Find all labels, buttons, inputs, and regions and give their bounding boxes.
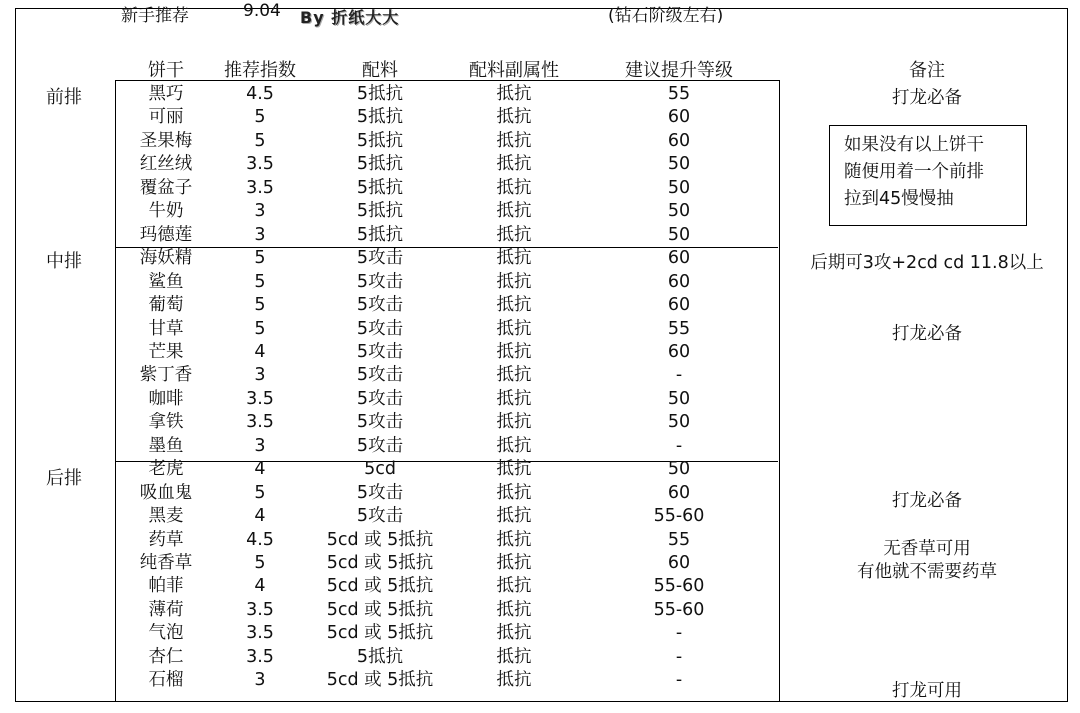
section-label-front: 前排	[46, 87, 82, 108]
cell-cookie: 葡萄	[148, 295, 184, 316]
cell-gear: 5抵抗	[356, 154, 404, 175]
cell-sub-attr: 抵抗	[496, 107, 532, 128]
cell-sub-attr: 抵抗	[496, 130, 532, 151]
author-credit: By 折纸大大	[300, 8, 400, 27]
cell-gear: 5攻击	[356, 435, 404, 456]
cell-cookie: 圣果梅	[139, 130, 193, 151]
column-header-rating: 推荐指数	[224, 60, 296, 81]
cell-rating: 3.5	[246, 388, 274, 409]
cell-sub-attr: 抵抗	[496, 670, 532, 691]
cell-sub-attr: 抵抗	[496, 506, 532, 527]
cell-gear: 5cd 或 5抵抗	[326, 670, 434, 691]
column-header-gear: 配料	[362, 60, 398, 81]
cell-level: 55	[667, 318, 691, 339]
cell-sub-attr: 抵抗	[496, 623, 532, 644]
cell-gear: 5cd 或 5抵抗	[326, 553, 434, 573]
cell-gear: 5攻击	[356, 318, 404, 339]
cell-gear: 5攻击	[356, 388, 404, 409]
cell-level: 60	[667, 271, 691, 292]
cell-level: -	[675, 623, 683, 644]
cell-cookie: 鲨鱼	[148, 271, 184, 292]
cell-gear: 5攻击	[356, 482, 404, 503]
cell-rating: 5	[254, 271, 266, 292]
cell-gear: 5攻击	[356, 412, 404, 433]
column-header-notes: 备注	[909, 60, 945, 81]
cell-cookie: 纯香草	[139, 553, 193, 573]
cell-level: -	[675, 435, 683, 456]
cell-cookie: 拿铁	[148, 412, 184, 433]
cell-sub-attr: 抵抗	[496, 435, 532, 456]
cell-cookie: 墨鱼	[148, 435, 184, 456]
cell-sub-attr: 抵抗	[496, 248, 532, 269]
note-licorice: 打龙必备	[892, 324, 962, 344]
note-box-line: 随便用着一个前排	[844, 162, 984, 182]
version-label: 9.04	[243, 1, 281, 21]
cell-sub-attr: 抵抗	[496, 388, 532, 409]
cell-rating: 5	[254, 318, 266, 339]
table-row	[0, 622, 1080, 645]
cell-rating: 4	[254, 576, 266, 597]
section-label-back: 后排	[46, 468, 82, 489]
cell-cookie: 牛奶	[148, 201, 184, 222]
note-box-line: 如果没有以上饼干	[844, 135, 984, 155]
note-box-line: 拉到45慢慢抽	[844, 189, 954, 209]
cell-level: 60	[667, 130, 691, 151]
cell-gear: 5cd 或 5抵抗	[326, 576, 434, 597]
cell-sub-attr: 抵抗	[496, 224, 532, 245]
cell-level: 50	[667, 459, 691, 480]
cell-cookie: 杏仁	[148, 646, 184, 667]
cell-gear: 5抵抗	[356, 646, 404, 667]
cell-sub-attr: 抵抗	[496, 576, 532, 597]
cell-level: -	[675, 365, 683, 386]
cell-rating: 3.5	[246, 623, 274, 644]
cell-cookie: 黑麦	[148, 506, 184, 527]
table-row	[0, 388, 1080, 411]
cell-gear: 5攻击	[356, 271, 404, 292]
cell-gear: 5cd 或 5抵抗	[326, 599, 434, 620]
cell-cookie: 帕菲	[148, 576, 184, 597]
cell-cookie: 海妖精	[139, 248, 193, 269]
cell-sub-attr: 抵抗	[496, 318, 532, 339]
cell-sub-attr: 抵抗	[496, 599, 532, 620]
cell-gear: 5cd	[364, 459, 396, 480]
cell-rating: 3	[254, 365, 266, 386]
cell-level: 50	[667, 388, 691, 409]
cell-gear: 5抵抗	[356, 201, 404, 222]
cell-level: 50	[667, 201, 691, 222]
cell-gear: 5攻击	[356, 341, 404, 362]
table-row	[0, 224, 1080, 247]
cell-sub-attr: 抵抗	[496, 529, 532, 550]
table-row	[0, 271, 1080, 294]
note-vampire: 打龙必备	[892, 491, 962, 511]
cell-cookie: 咖啡	[148, 388, 184, 409]
table-row	[0, 294, 1080, 317]
cell-rating: 4	[254, 341, 266, 362]
cell-level: -	[675, 646, 683, 667]
cell-gear: 5抵抗	[356, 177, 404, 198]
cell-sub-attr: 抵抗	[496, 553, 532, 573]
cell-cookie: 老虎	[148, 459, 184, 480]
cell-gear: 5攻击	[356, 295, 404, 316]
cell-gear: 5攻击	[356, 506, 404, 527]
cell-cookie: 紫丁香	[139, 365, 193, 386]
table-row	[0, 435, 1080, 458]
cell-level: -	[675, 670, 683, 691]
cell-rating: 3	[254, 435, 266, 456]
table-row	[0, 599, 1080, 622]
cell-cookie: 玛德莲	[139, 224, 193, 245]
cell-sub-attr: 抵抗	[496, 646, 532, 667]
cell-cookie: 气泡	[148, 623, 184, 644]
cell-sub-attr: 抵抗	[496, 177, 532, 198]
table-row	[0, 646, 1080, 669]
cell-level: 60	[667, 248, 691, 269]
column-header-cookie: 饼干	[148, 60, 184, 81]
cell-level: 55	[667, 529, 691, 550]
cell-level: 55-60	[653, 599, 705, 620]
note-dark-choco: 打龙必备	[892, 88, 962, 108]
cell-cookie: 薄荷	[148, 599, 184, 620]
note-herb-1: 无香草可用	[883, 539, 971, 559]
cell-sub-attr: 抵抗	[496, 201, 532, 222]
section-label-middle: 中排	[46, 251, 82, 272]
column-header-sub-attr: 配料副属性	[469, 60, 559, 81]
cell-rating: 5	[254, 248, 266, 269]
cell-sub-attr: 抵抗	[496, 482, 532, 503]
table-row	[0, 411, 1080, 434]
cell-rating: 4.5	[246, 529, 274, 550]
cell-rating: 5	[254, 107, 266, 128]
note-pomegranate: 打龙可用	[892, 681, 962, 701]
cell-rating: 3	[254, 670, 266, 691]
tier-note: (钻石阶级左右)	[608, 6, 724, 26]
cell-gear: 5抵抗	[356, 224, 404, 245]
table-row	[0, 364, 1080, 387]
cell-level: 60	[667, 295, 691, 316]
cell-level: 60	[667, 107, 691, 128]
cell-rating: 3	[254, 201, 266, 222]
cell-sub-attr: 抵抗	[496, 341, 532, 362]
cell-rating: 5	[254, 482, 266, 503]
cell-gear: 5攻击	[356, 248, 404, 269]
cell-gear: 5攻击	[356, 365, 404, 386]
cell-level: 60	[667, 341, 691, 362]
cell-gear: 5cd 或 5抵抗	[326, 529, 434, 550]
cell-level: 50	[667, 224, 691, 245]
cell-cookie: 可丽	[148, 107, 184, 128]
cell-rating: 3.5	[246, 412, 274, 433]
cell-rating: 4	[254, 459, 266, 480]
sheet-title: 新手推荐	[121, 6, 189, 26]
column-header-level: 建议提升等级	[625, 60, 733, 81]
cell-cookie: 吸血鬼	[139, 482, 193, 503]
cell-sub-attr: 抵抗	[496, 271, 532, 292]
cell-cookie: 红丝绒	[139, 154, 193, 175]
cell-rating: 3.5	[246, 154, 274, 175]
cell-level: 60	[667, 482, 691, 503]
cell-rating: 3.5	[246, 177, 274, 198]
cell-sub-attr: 抵抗	[496, 84, 532, 104]
note-herb-2: 有他就不需要药草	[857, 562, 997, 582]
cell-gear: 5抵抗	[356, 84, 404, 104]
cell-cookie: 石榴	[148, 670, 184, 691]
cell-sub-attr: 抵抗	[496, 459, 532, 480]
cell-cookie: 药草	[148, 529, 184, 550]
cell-level: 50	[667, 154, 691, 175]
cell-sub-attr: 抵抗	[496, 365, 532, 386]
cell-rating: 3.5	[246, 599, 274, 620]
note-box	[829, 125, 1027, 226]
cell-sub-attr: 抵抗	[496, 154, 532, 175]
cell-cookie: 黑巧	[148, 84, 184, 104]
cell-rating: 4.5	[246, 84, 274, 104]
cell-level: 55	[667, 84, 691, 104]
cell-rating: 5	[254, 553, 266, 573]
note-sea-fairy: 后期可3攻+2cd cd 11.8以上	[810, 253, 1044, 273]
cell-sub-attr: 抵抗	[496, 295, 532, 316]
cell-level: 50	[667, 412, 691, 433]
cell-gear: 5抵抗	[356, 107, 404, 128]
cell-level: 60	[667, 553, 691, 573]
cell-rating: 3.5	[246, 646, 274, 667]
cell-gear: 5cd 或 5抵抗	[326, 623, 434, 644]
cell-cookie: 甘草	[148, 318, 184, 339]
cell-rating: 3	[254, 224, 266, 245]
cell-rating: 4	[254, 506, 266, 527]
cell-gear: 5抵抗	[356, 130, 404, 151]
cell-rating: 5	[254, 130, 266, 151]
table-row	[0, 458, 1080, 481]
cell-level: 55-60	[653, 576, 705, 597]
cell-cookie: 覆盆子	[139, 177, 193, 198]
cell-rating: 5	[254, 295, 266, 316]
cell-sub-attr: 抵抗	[496, 412, 532, 433]
cell-level: 55-60	[653, 506, 705, 527]
cell-level: 50	[667, 177, 691, 198]
cell-cookie: 芒果	[148, 341, 184, 362]
